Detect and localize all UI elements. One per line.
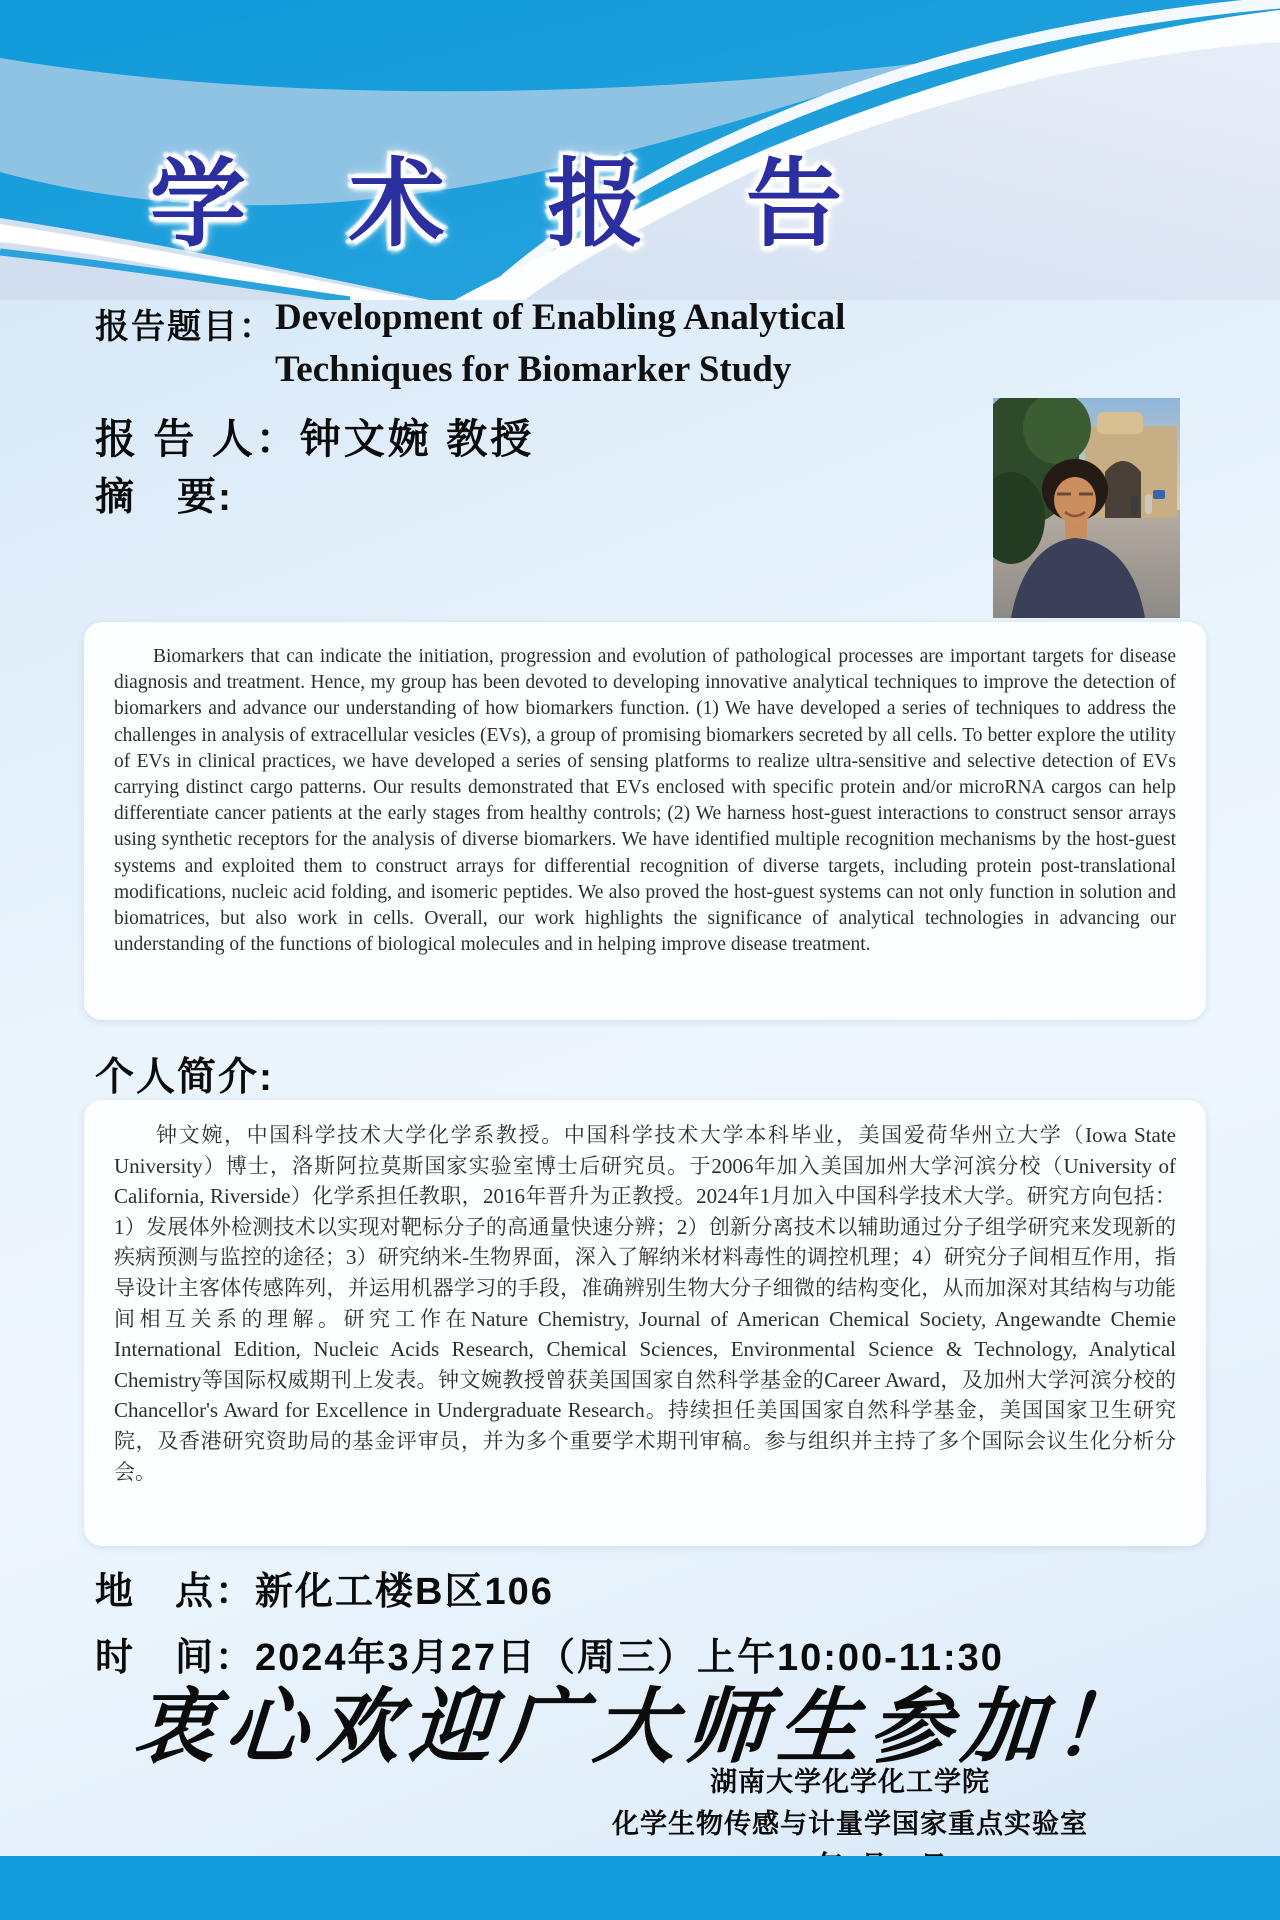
venue-value: 新化工楼B区106 [255, 1571, 554, 1613]
report-title-row [95, 292, 995, 396]
speaker-name: 钟文婉 教授 [299, 416, 535, 462]
report-title-line2: Techniques for Biomarker Study [275, 348, 792, 390]
abstract-text: Biomarkers that can indicate the initiation, progression and evolution of pathological processes are important targets for disease diagnosis and treatment. Hence, my group has been devoted to developing innovative analytical techniques to improve the detection of biomarkers and advance our understanding of how biomarkers function. (1) We have developed a series of techniques to address the challenges in analysis of extracellular vesicles (EVs), a group of promising biomarkers secreted by all cells. To better explore the utility of EVs in clinical practices, we have developed a series of sensing platforms to realize ultra-sensitive and selective detection of EVs carrying distinct cargo patterns. Our results demonstrated that EVs enclosed with specific protein and/or microRNA cargos can help differentiate cancer patients at the early stages from healthy controls; (2) We harness host-guest interactions to construct sensor arrays using synthetic receptors for the analysis of diverse biomarkers. We have identified multiple recognition mechanisms by the host-guest systems and exploited them to construct arrays for differential recognition of diverse targets, including protein post-translational modifications, nucleic acid folding, and isomeric peptides. We also proved the host-guest systems can not only function in solution and biomatrices, but also work in cells. Overall, our work highlights the significance of analytical technologies in advancing our understanding of the functions of biological molecules and in helping improve disease treatment. [114, 646, 1176, 956]
time-value: 2024年3月27日（周三）上午10:00-11:30 [255, 1637, 1004, 1679]
speaker-row [95, 406, 534, 465]
page-title: 学 术 报 告 [150, 151, 881, 258]
abstract-box [84, 622, 1206, 1020]
report-title-label: 报告题目： [95, 308, 275, 346]
welcome-calligraphy: 衷心欢迎广大师生参加！ [130, 1679, 1149, 1775]
bottom-band [0, 1856, 1280, 1920]
report-title-line1: Development of Enabling Analytical [275, 297, 846, 338]
time-label: 时 间： [95, 1637, 256, 1679]
profile-box [84, 1100, 1206, 1546]
speaker-label: 报 告 人： [95, 416, 300, 462]
footer-laboratory: 化学生物传感与计量学国家重点实验室 [612, 1808, 1088, 1839]
footer-organization: 湖南大学化学化工学院 [710, 1767, 990, 1797]
report-title-english [275, 292, 845, 396]
profile-heading: 个人简介: [95, 1056, 274, 1099]
profile-text: 钟文婉，中国科学技术大学化学系教授。中国科学技术大学本科毕业，美国爱荷华州立大学（Iowa State University）博士，洛斯阿拉莫斯国家实验室博士后研究员。于2006年加入美国加州大学河滨分校（University of California, Riverside）化学系担任教职，2016年晋升为正教授。2024年1月加入中国科学技术大学。研究方向包括：1）发展体外检测技术以实现对靶标分子的高通量快速分辨；2）创新分离技术以辅助通过分子组学研究来发现新的疾病预测与监控的途径；3）研究纳米-生物界面，深入了解纳米材料毒性的调控机理；4）研究分子间相互作用，指导设计主客体传感阵列，并运用机器学习的手段，准确辨别生物大分子细微的结构变化，从而加深对其结构与功能间相互关系的理解。研究工作在Nature Chemistry, Journal of American Chemical Society, Angewandte Chemie International Edition, Nucleic Acids Research, Chemical Sciences, Environmental Science & Technology, Analytical Chemistry等国际权威期刊上发表。钟文婉教授曾获美国国家自然科学基金的Career Award，及加州大学河滨分校的Chancellor's Award for Excellence in Undergraduate Research。持续担任美国国家自然科学基金，美国国家卫生研究院，及香港研究资助局的基金评审员，并为多个重要学术期刊审稿。参与组织并主持了多个国际会议生化分析分会。 [114, 1123, 1176, 1484]
speaker-photo [993, 398, 1180, 618]
venue-label: 地 点： [95, 1571, 256, 1613]
abstract-heading: 摘 要: [95, 476, 233, 519]
venue-row [95, 1560, 554, 1615]
